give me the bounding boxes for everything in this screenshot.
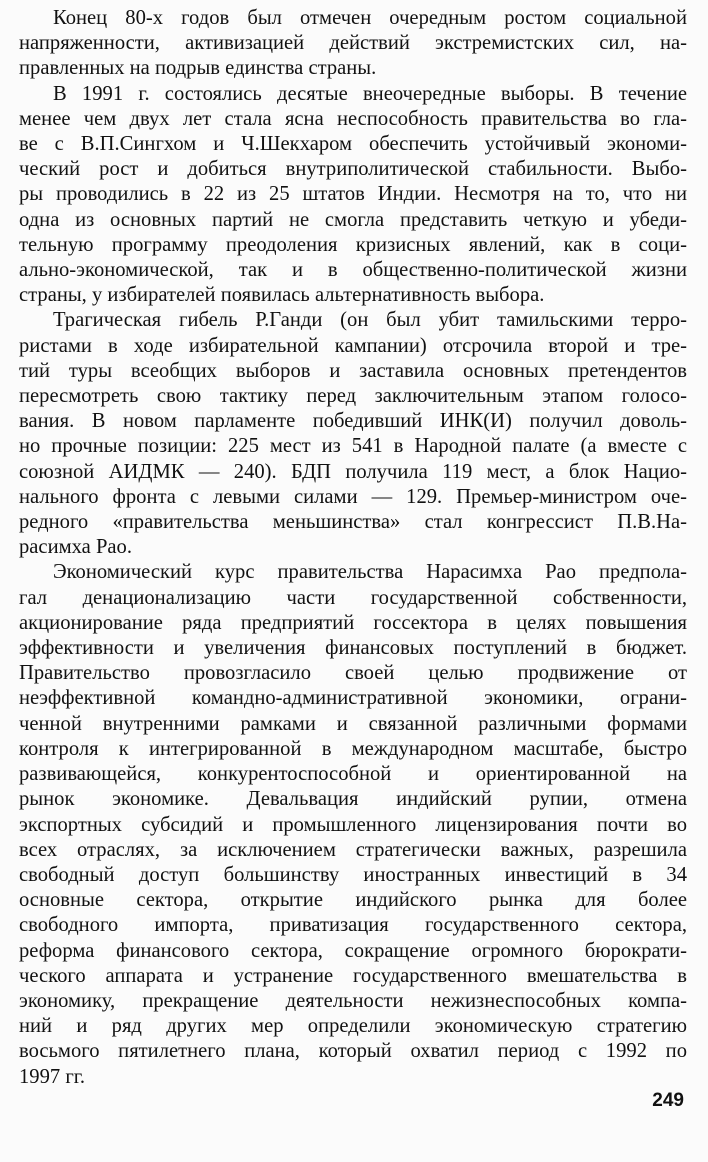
text-line: эффективности и увеличения финансовых поступлений в бюджет. xyxy=(19,637,687,660)
text-line: В 1991 г. состоялись десятые внеочередные выборы. В течение xyxy=(53,82,687,105)
text-line: ве с В.П.Сингхом и Ч.Шекхаром обеспечить устойчивый экономи- xyxy=(19,133,687,156)
text-line: гал денационализацию части государственной собственности, xyxy=(19,586,687,609)
text-line: ры проводились в 22 из 25 штатов Индии. Несмотря на то, что ни xyxy=(19,183,687,206)
paragraph xyxy=(19,6,687,82)
body-text xyxy=(19,6,687,1090)
text-line: акционирование ряда предприятий госсектора в целях повышения xyxy=(19,611,687,634)
text-line: 1997 гг. xyxy=(19,1065,86,1088)
text-line: Конец 80-х годов был отмечен очередным ростом социальной xyxy=(53,7,687,29)
text-line: тий туры всеобщих выборов и заставила основных претендентов xyxy=(19,359,687,382)
text-line: нального фронта с левыми силами — 129. Премьер-министром оче- xyxy=(19,485,687,508)
paragraph xyxy=(19,82,687,309)
text-line: Правительство провозгласило своей целью продвижение от xyxy=(19,662,687,685)
text-line: развивающейся, конкурентоспособной и ориентированной на xyxy=(19,763,687,786)
text-line: ристами в ходе избирательной кампании) отсрочила второй и тре- xyxy=(19,334,687,357)
text-line: восьмого пятилетнего плана, который охватил период с 1992 по xyxy=(19,1040,687,1063)
text-line: неэффективной командно-административной экономики, ограни- xyxy=(19,687,687,710)
text-line: ческий рост и добиться внутриполитической стабильности. Выбо- xyxy=(19,158,687,181)
text-line: ческого аппарата и устранение государственного вмешательства в xyxy=(19,964,687,987)
text-line: экономику, прекращение деятельности нежизнеспособных компа- xyxy=(19,989,687,1012)
text-line: Трагическая гибель Р.Ганди (он был убит тамильскими терро- xyxy=(53,309,687,332)
text-line: реформа финансового сектора, сокращение огромного бюрократи- xyxy=(19,939,687,962)
text-line: тельную программу преодоления кризисных явлений, как в соци- xyxy=(19,233,687,256)
paragraph xyxy=(19,560,687,1089)
text-line: рынок экономике. Девальвация индийский рупии, отмена xyxy=(19,788,687,811)
text-line: ченной внутренними рамками и связанной различными формами xyxy=(19,712,687,735)
text-line: напряженности, активизацией действий экстремистских сил, на- xyxy=(19,32,687,55)
text-line: основные сектора, открытие индийского рынка для более xyxy=(19,889,687,912)
text-line: союзной АИДМК — 240). БДП получила 119 мест, а блок Нацио- xyxy=(19,460,687,483)
paragraph xyxy=(19,308,687,560)
text-line: пересмотреть свою тактику перед заключительным этапом голосо- xyxy=(19,385,687,408)
text-line: экспортных субсидий и промышленного лицензирования почти во xyxy=(19,813,687,836)
text-line: ально-экономической, так и в общественно-политической жизни xyxy=(19,259,687,282)
text-line: правленных на подрыв единства страны. xyxy=(19,57,377,80)
page-number: 249 xyxy=(652,1090,684,1111)
text-line: вания. В новом парламенте победивший ИНК(И) получил доволь- xyxy=(19,410,687,433)
text-line: контроля к интегрированной в международном масштабе, быстро xyxy=(19,737,687,760)
text-line: свободного импорта, приватизация государственного сектора, xyxy=(19,914,687,937)
text-line: редного «правительства меньшинства» стал конгрессист П.В.На- xyxy=(19,511,687,534)
text-line: одна из основных партий не смогла представить четкую и убеди- xyxy=(19,208,687,231)
text-line: но прочные позиции: 225 мест из 541 в Народной палате (а вместе с xyxy=(19,435,687,458)
text-line: всех отраслях, за исключением стратегически важных, разрешила xyxy=(19,838,687,861)
text-line: менее чем двух лет стала ясна неспособность правительства во гла- xyxy=(19,107,687,130)
text-line: Экономический курс правительства Нарасимха Рао предпола- xyxy=(53,561,687,584)
text-line: свободный доступ большинству иностранных инвестиций в 34 xyxy=(19,863,687,886)
text-line: ний и ряд других мер определили экономическую стратегию xyxy=(19,1015,687,1038)
text-line: страны, у избирателей появилась альтернативность выбора. xyxy=(19,284,545,307)
text-line: расимха Рао. xyxy=(19,536,132,559)
